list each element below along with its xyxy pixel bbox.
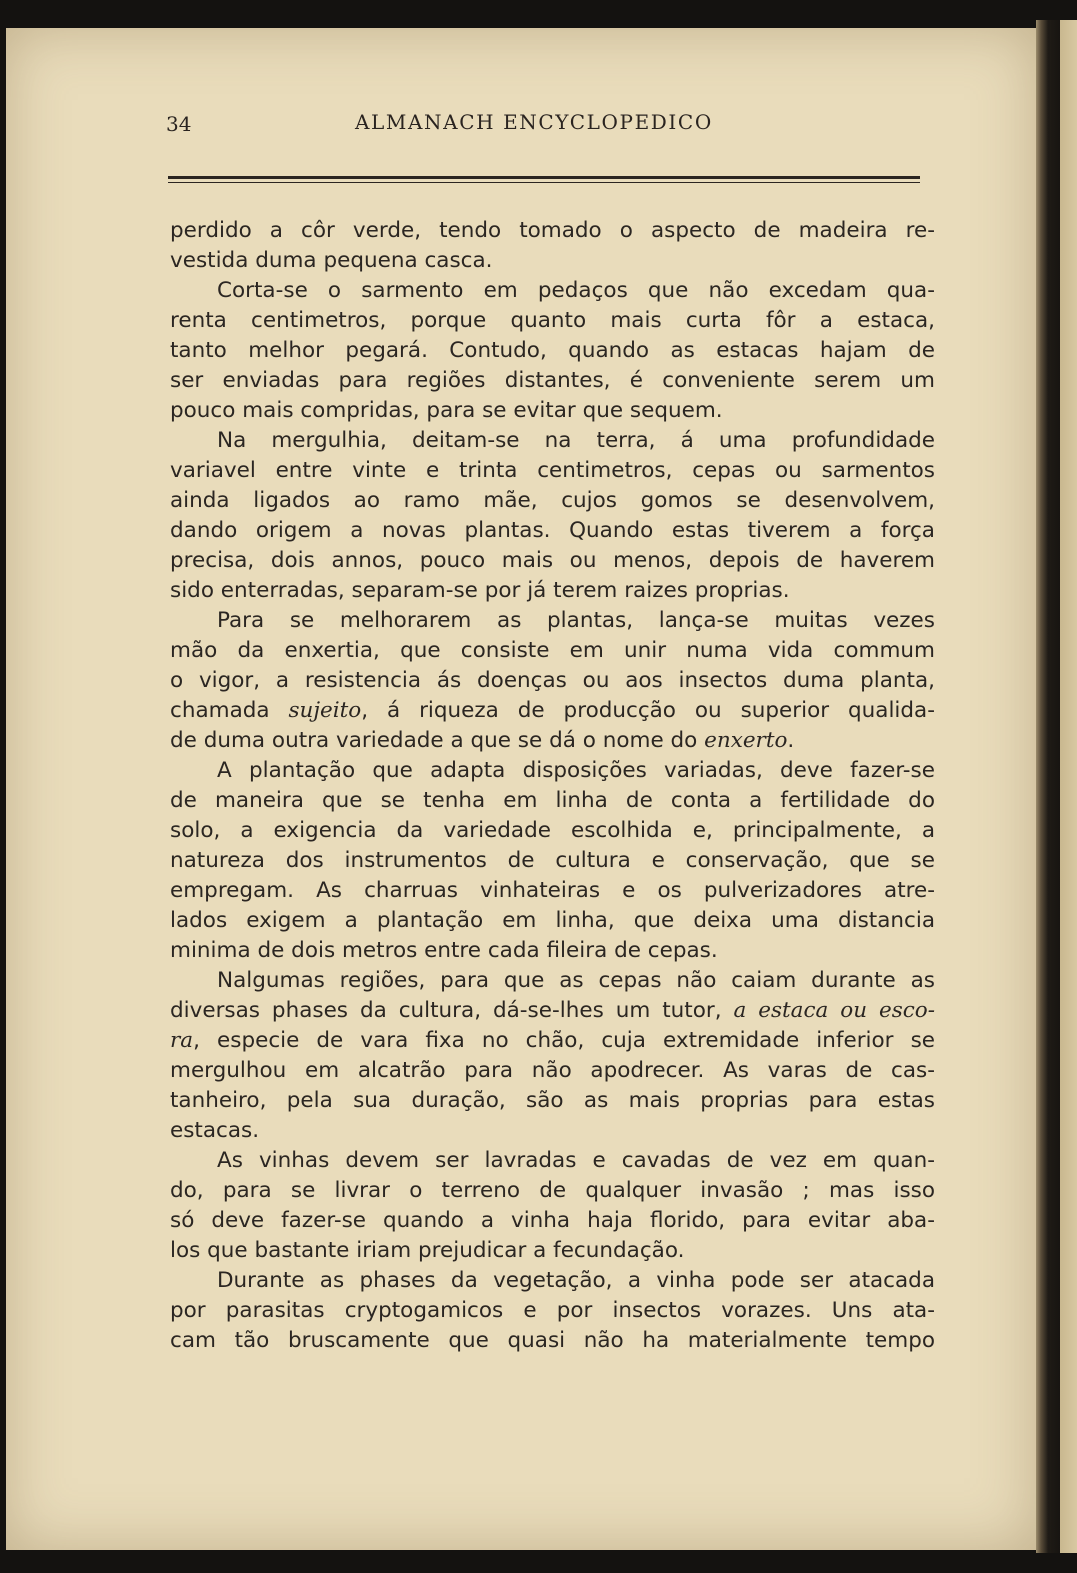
text-line: Corta-se o sarmento em pedaços que não excedam qua- — [217, 278, 935, 303]
italic-term: sujeito — [288, 698, 362, 723]
text-run: , á riqueza de producção ou superior qualida- — [361, 698, 935, 723]
text-line: variavel entre vinte e trinta centimetros, cepas ou sarmentos — [170, 458, 935, 483]
text-line: dando origem a novas plantas. Quando estas tiverem a força — [170, 518, 935, 543]
text-line: perdido a côr verde, tendo tomado o aspecto de madeira re- — [170, 218, 935, 243]
text-line: tanheiro, pela sua duração, são as mais proprias para estas — [170, 1088, 935, 1113]
body-text — [170, 216, 935, 1356]
text-line: sido enterradas, separam-se por já terem raizes proprias. — [170, 578, 790, 603]
italic-term: ra — [170, 1028, 194, 1053]
text-run: diversas phases da cultura, dá-se-lhes um tutor, — [170, 998, 734, 1023]
text-line: lados exigem a plantação em linha, que deixa uma distancia — [170, 908, 935, 933]
text-line: mão da enxertia, que consiste em unir numa vida commum — [170, 638, 935, 663]
text-line: As vinhas devem ser lavradas e cavadas de vez em quan- — [217, 1148, 935, 1173]
text-line: minima de dois metros entre cada fileira de cepas. — [170, 938, 718, 963]
text-line: o vigor, a resistencia ás doenças ou aos insectos duma planta, — [170, 668, 935, 693]
text-line — [170, 996, 935, 1026]
running-title: ALMANACH ENCYCLOPEDICO — [355, 110, 713, 134]
text-line: A plantação que adapta disposições variadas, deve fazer-se — [217, 758, 935, 783]
text-line: vestida duma pequena casca. — [170, 248, 493, 273]
text-line: mergulhou em alcatrão para não apodrecer. As varas de cas- — [170, 1058, 935, 1083]
text-line: empregam. As charruas vinhateiras e os pulverizadores atre- — [170, 878, 935, 903]
page-number: 34 — [166, 112, 192, 136]
text-run: de duma outra variedade a que se dá o nome do — [170, 728, 705, 753]
text-line: cam tão bruscamente que quasi não ha materialmente tempo — [170, 1328, 935, 1353]
text-line — [170, 1026, 935, 1056]
text-line: natureza dos instrumentos de cultura e conservação, que se — [170, 848, 935, 873]
text-line: de maneira que se tenha em linha de conta a fertilidade do — [170, 788, 935, 813]
text-line: estacas. — [170, 1118, 260, 1143]
running-header — [162, 108, 920, 138]
text-line: Nalgumas regiões, para que as cepas não caiam durante as — [217, 968, 935, 993]
header-rule — [168, 176, 920, 183]
text-line — [170, 696, 935, 726]
text-line: renta centimetros, porque quanto mais curta fôr a estaca, — [170, 308, 935, 333]
text-run: , especie de vara fixa no chão, cuja extremidade inferior se — [193, 1028, 935, 1053]
text-line: tanto melhor pegará. Contudo, quando as estacas hajam de — [170, 338, 935, 363]
italic-term: a estaca ou esco- — [733, 998, 935, 1023]
next-page-edge — [1036, 20, 1077, 1553]
text-line — [170, 726, 935, 756]
text-line: do, para se livrar o terreno de qualquer invasão ; mas isso — [170, 1178, 935, 1203]
text-line: Durante as phases da vegetação, a vinha pode ser atacada — [217, 1268, 935, 1293]
text-run: chamada — [170, 698, 289, 723]
text-line: los que bastante iriam prejudicar a fecundação. — [170, 1238, 685, 1263]
text-line: solo, a exigencia da variedade escolhida e, principalmente, a — [170, 818, 935, 843]
text-line: pouco mais compridas, para se evitar que sequem. — [170, 398, 723, 423]
text-line: ser enviadas para regiões distantes, é conveniente serem um — [170, 368, 935, 393]
text-line: só deve fazer-se quando a vinha haja florido, para evitar aba- — [170, 1208, 935, 1233]
italic-term: enxerto — [704, 728, 788, 753]
text-line: ainda ligados ao ramo mãe, cujos gomos se desenvolvem, — [170, 488, 935, 513]
text-line: Na mergulhia, deitam-se na terra, á uma profundidade — [217, 428, 935, 453]
text-line: Para se melhorarem as plantas, lança-se muitas vezes — [217, 608, 935, 633]
text-run: . — [787, 728, 795, 753]
text-line: precisa, dois annos, pouco mais ou menos, depois de haverem — [170, 548, 935, 573]
text-line: por parasitas cryptogamicos e por insectos vorazes. Uns ata- — [170, 1298, 935, 1323]
